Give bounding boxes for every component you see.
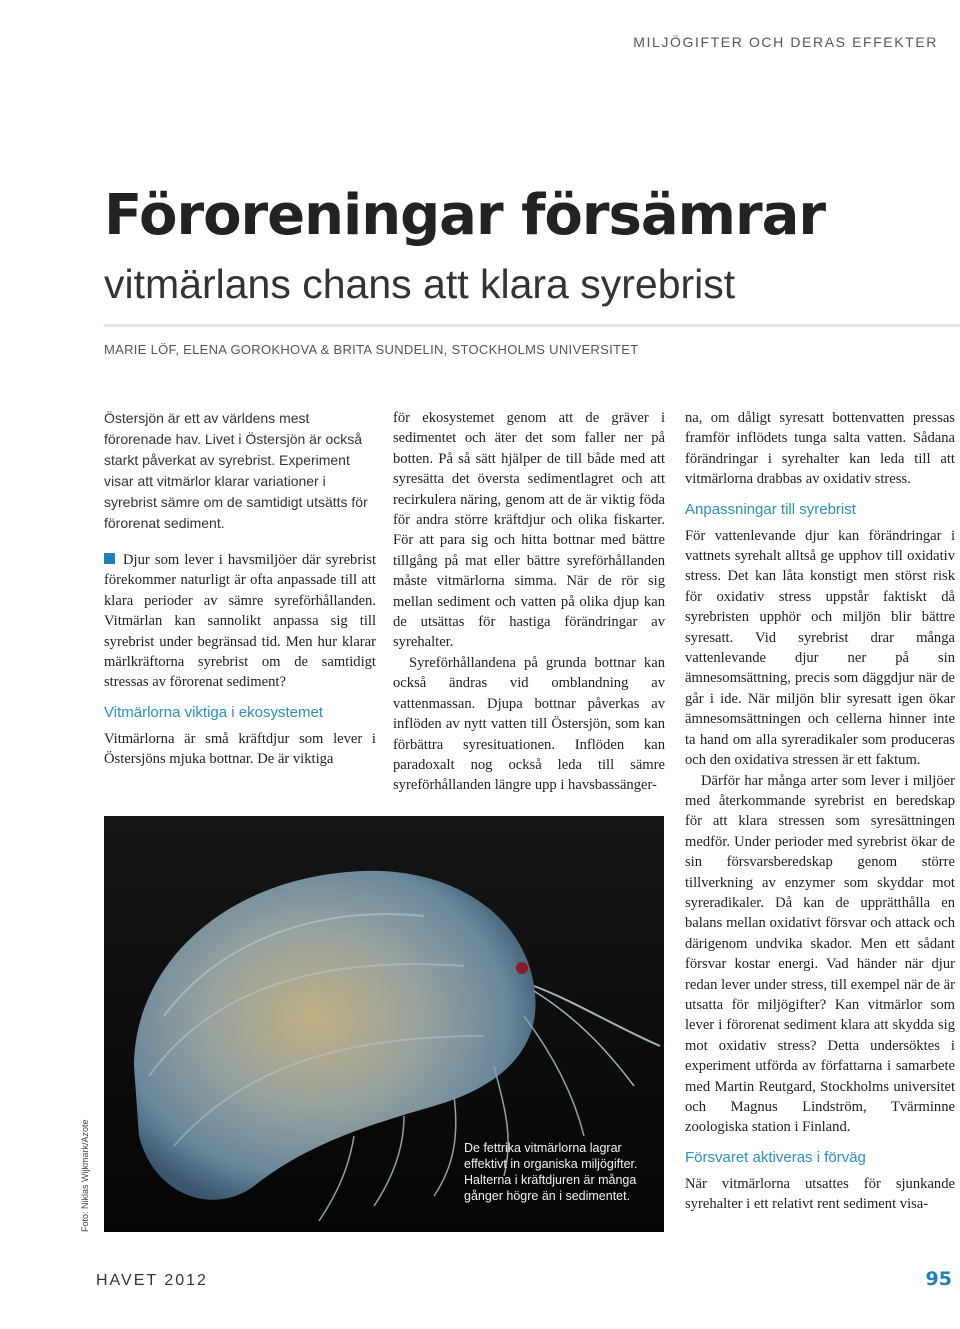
subheading: Vitmärlorna viktiga i ekosystemet [104, 703, 323, 721]
subheading: Försvaret aktiveras i förväg [685, 1148, 866, 1166]
page-number: 95 [925, 1268, 952, 1290]
photo-credit: Foto: Niklas Wijkmark/Azote [80, 1119, 90, 1232]
body-paragraph: Syreförhållandena på grunda bottnar kan också ändras vid omblandning av vattenmassan. Djupa bottnar påverkas av inflöden av nytt vatten till Östersjön, som kan förbättra syresituationen. Inflöden kan paradoxalt nog också leda till sämre syreförhållanden längre upp i havsbassänger- [393, 654, 665, 794]
body-paragraph: för ekosystemet genom att de gräver i sedimentet och äter det som faller ner på botten. På så sätt hjälper de till både med att syresätta det översta sedimentlagret och att recirkulera näring, genom att de är viktig föda för andra större kräftdjur och olika fiskarter. För att para sig och hitta bottnar med bättre tillgång på mat eller bättre syreförhållanden måste vitmärlorna simma. När de rör sig mellan sediment och vatten på olika djup kan de utsättas för hastiga förändringar av syrehalter. [393, 410, 665, 651]
text-column-1 [104, 408, 376, 770]
body-paragraph: För vattenlevande djur kan förändringar i vattnets syrehalt alltså ge upphov till oxidativ stress. Det kan låta konstigt men störst risk för oxidativ stress uppstår faktiskt då syrebristen upphör och miljön blir bättre syresatt. Vid syrebrist drar många vattenlevande djur ner på sin ämnesomsättning, precis som däggdjur när de går i ide. När miljön blir syresatt igen ökar ämnesomsättningen och cellerna hinner inte ta hand om alla syreradikaler som produceras och den oxidativa stressen är ett faktum. [685, 527, 955, 769]
body-paragraph: Vitmärlorna är små kräftdjur som lever i Östersjöns mjuka bottnar. De är viktiga [104, 730, 376, 768]
article-subtitle: vitmärlans chans att klara syrebrist [104, 261, 736, 307]
article-title: Föroreningar försämrar [104, 183, 826, 248]
square-bullet-icon [104, 553, 115, 564]
body-paragraph: När vitmärlorna utsattes för sjunkande syrehalter i ett relativt rent sediment visa- [685, 1175, 955, 1213]
title-divider [104, 324, 960, 327]
text-column-3 [685, 408, 955, 1215]
text-column-2 [393, 408, 665, 796]
body-paragraph: Därför har många arter som lever i miljöer med återkommande syrebrist en beredskap för att klara stressen som syresättningen medför. Under perioder med syrebrist ökar de sin försvarsberedskap genom större tillverkning av enzymer som skyddar mot syreradikaler. Då kan de upprätthålla en balans mellan oxidativt försvar och attack och därigenom undvika skador. Men ett sådant försvar kostar energi. Vad händer när djur redan lever under stress, till exempel när de är utsatta för miljögifter? Kan vitmärlor som lever i förorenat sediment klara att skydda sig mot oxidativ stress? Detta undersöktes i experiment utförda av författarna i samarbete med Martin Reutgard, Stockholms universitet och Magnus Lindström, Tvärminne zoologiska station i Finland. [685, 772, 955, 1136]
body-paragraph: na, om dåligt syresatt bottenvatten pressas framför inflödets tunga salta vatten. Sådana förändringar i syrehalter kan leda till att vitmärlorna drabbas av oxidativ stress. [685, 410, 955, 488]
publication-footer: HAVET 2012 [96, 1272, 208, 1289]
section-label: MILJÖGIFTER OCH DERAS EFFEKTER [633, 34, 938, 50]
photo-caption: De fettrika vitmärlorna lagrar effektivt in organiska miljögifter. Halterna i kräftdjuren är många gånger högre än i sedimentet. [464, 1141, 638, 1203]
lead-paragraph: Östersjön är ett av världens mest förorenade hav. Livet i Östersjön är också starkt påverkat av syrebrist. Experiment visar att vitmärlor klarar variationer i syrebrist sämre om de samtidigt utsätts för förorenat sediment. [104, 410, 368, 531]
body-paragraph: Djur som lever i havsmiljöer där syrebrist förekommer naturligt är ofta anpassade till att klara perioder av sämre syreförhållanden. Vitmärlan kan sannolikt anpassa sig till syrebrist under begränsad tid. Men hur klarar märlkräftorna syrebrist om de samtidigt stressas av förorenat sediment? [104, 552, 376, 691]
authors-line: MARIE LÖF, ELENA GOROKHOVA & BRITA SUNDELIN, STOCKHOLMS UNIVERSITET [104, 342, 639, 357]
subheading: Anpassningar till syrebrist [685, 500, 856, 518]
